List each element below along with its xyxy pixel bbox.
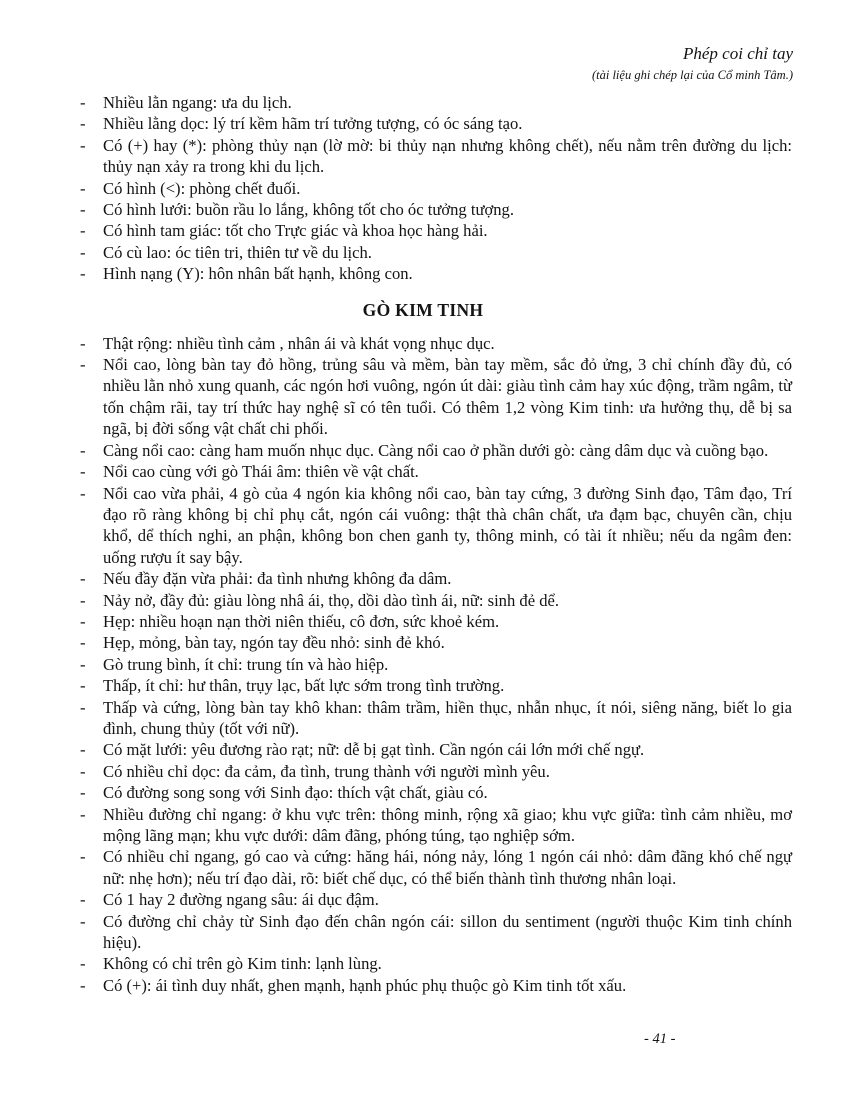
- bullet-dash: -: [80, 633, 86, 653]
- list-item-text: Có (+) hay (*): phòng thủy nạn (lờ mờ: bi thủy nạn nhưng không chết), nếu nằm trên đường du lịch: thủy nạn xảy ra trong khi du lịch.: [103, 135, 792, 177]
- bullet-list-go-kim-tinh: [78, 333, 792, 997]
- list-item-text: Nổi cao, lòng bàn tay đỏ hồng, trủng sâu và mềm, bàn tay mềm, sắc đỏ ửng, 3 chỉ chính đầy đủ, có nhiều lằn nhỏ xung quanh, các ngón hơi vuông, ngón út dài: giàu tình cảm hay xúc động, trầm ngâm, từ tốn chậm rãi, tay trí thức hay nghệ sĩ có tên tuổi. Có thêm 1,2 vòng Kim tinh: ưa hưởng thụ, dễ bị sa ngã, bị đời sống vật chất chi phối.: [103, 355, 792, 439]
- bullet-dash: -: [80, 590, 86, 610]
- document-subtitle: (tài liệu ghi chép lại của Cổ minh Tâm.): [591, 68, 793, 82]
- bullet-dash: -: [80, 200, 86, 220]
- list-item-text: Có nhiều chỉ dọc: đa cảm, đa tình, trung thành với người mình yêu.: [103, 761, 550, 781]
- bullet-dash: -: [80, 93, 86, 112]
- list-item-text: Có nhiều chỉ ngang, gó cao và cứng: hăng hái, nóng nảy, lóng 1 ngón cái nhỏ: dâm đãng khó chế ngự nữ: nhẹ hơn); nếu trí đạo dài, rõ: biết chế dục, có thể biến thành tình thương nhân loại.: [103, 847, 792, 888]
- bullet-dash: -: [80, 483, 86, 503]
- list-item: [78, 846, 792, 889]
- list-item: [78, 975, 792, 996]
- list-item: [78, 92, 792, 113]
- list-item: [78, 804, 792, 847]
- bullet-dash: -: [80, 114, 86, 134]
- list-item-text: Có hình lưới: buồn rầu lo lắng, không tốt cho óc tưởng tượng.: [103, 200, 514, 220]
- bullet-dash: -: [80, 135, 86, 155]
- section-heading-go-kim-tinh: GÒ KIM TINH: [362, 299, 484, 320]
- list-item-text: Thật rộng: nhiều tình cảm , nhân ái và khát vọng nhục dục.: [103, 333, 495, 353]
- list-item-text: Nhiều lằng dọc: lý trí kềm hãm trí tưởng tượng, có óc sáng tạo.: [103, 114, 523, 134]
- bullet-dash: -: [80, 462, 86, 482]
- bullet-list-top: [78, 92, 792, 285]
- list-item: [78, 953, 792, 974]
- bullet-dash: -: [80, 911, 86, 931]
- list-item: [78, 483, 792, 569]
- list-item: [78, 220, 792, 241]
- page-footer: [644, 1031, 675, 1048]
- document-body: [78, 92, 792, 996]
- bullet-dash: -: [80, 440, 86, 460]
- list-item: [78, 242, 792, 263]
- list-item-text: Có đường song song với Sinh đạo: thích vật chất, giàu có.: [103, 783, 488, 803]
- bullet-dash: -: [80, 676, 86, 696]
- list-item-text: Nhiều lằn ngang: ưa du lịch.: [103, 93, 292, 112]
- list-item-text: Không có chỉ trên gò Kim tinh: lạnh lùng.: [103, 954, 382, 974]
- list-item-text: Có mặt lưới: yêu đương rào rạt; nữ: dễ bị gạt tình. Cần ngón cái lớn mới chế ngự.: [103, 740, 645, 760]
- bullet-dash: -: [80, 355, 86, 375]
- list-item-text: Có 1 hay 2 đường ngang sâu: ái dục đậm.: [103, 890, 379, 910]
- bullet-dash: -: [80, 783, 86, 803]
- bullet-dash: -: [80, 804, 86, 824]
- bullet-dash: -: [80, 975, 86, 995]
- list-item-text: Có hình tam giác: tốt cho Trực giác và khoa học hàng hải.: [103, 221, 488, 241]
- bullet-dash: -: [80, 242, 86, 262]
- list-item: [78, 611, 792, 632]
- bullet-dash: -: [80, 697, 86, 717]
- list-item-text: Có (+): ái tình duy nhất, ghen mạnh, hạnh phúc phụ thuộc gò Kim tinh tốt xấu.: [103, 975, 627, 995]
- list-item: [78, 782, 792, 803]
- list-item-text: Nếu đầy đặn vừa phải: đa tình nhưng không đa dâm.: [103, 569, 452, 589]
- bullet-dash: -: [80, 740, 86, 760]
- list-item-text: Có cù lao: óc tiên tri, thiên tư về du lịch.: [103, 242, 372, 262]
- bullet-dash: -: [80, 761, 86, 781]
- list-item-text: Thấp và cứng, lòng bàn tay khô khan: thâm trầm, hiền thục, nhẫn nhục, ít nói, siêng năng, biết lo gia đình, chung thủy (tốt với nữ).: [103, 697, 792, 738]
- page-number: - 41 -: [644, 1031, 676, 1047]
- list-item-text: Có đường chỉ chảy từ Sinh đạo đến chân ngón cái: sillon du sentiment (người thuộc Kim tinh chính hiệu).: [103, 911, 792, 953]
- list-item: [78, 761, 792, 782]
- bullet-dash: -: [80, 890, 86, 910]
- bullet-dash: -: [80, 333, 86, 353]
- list-item-text: Hẹp, mỏng, bàn tay, ngón tay đều nhỏ: sinh đẻ khó.: [103, 633, 445, 653]
- page-header: [592, 44, 793, 83]
- list-item: [78, 135, 792, 178]
- list-item-text: Thấp, ít chỉ: hư thân, trụy lạc, bất lực sớm trong tình trường.: [103, 676, 505, 696]
- list-item-text: Nảy nở, đầy đủ: giàu lòng nhâ ái, thọ, dồi dào tình ái, nữ: sinh đẻ dể.: [103, 590, 560, 610]
- list-item: [78, 911, 792, 954]
- list-item: [78, 675, 792, 696]
- list-item: [78, 739, 792, 760]
- list-item: [78, 354, 792, 440]
- document-title: Phép coi chỉ tay: [683, 44, 793, 63]
- list-item-text: Hình nạng (Y): hôn nhân bất hạnh, không con.: [103, 264, 413, 284]
- list-item-text: Nổi cao cùng với gò Thái âm: thiên về vật chất.: [103, 462, 419, 482]
- list-item: [78, 590, 792, 611]
- bullet-dash: -: [80, 569, 86, 589]
- bullet-dash: -: [80, 954, 86, 974]
- list-item: [78, 568, 792, 589]
- list-item: [78, 889, 792, 910]
- list-item: [78, 263, 792, 284]
- bullet-dash: -: [80, 264, 86, 284]
- list-item-text: Càng nổi cao: càng ham muốn nhục dục. Càng nổi cao ở phần dưới gò: càng dâm dục và cuồng bạo.: [103, 440, 769, 460]
- list-item-text: Nhiều đường chỉ ngang: ở khu vực trên: thông minh, rộng xã giao; khu vực giữa: tình cảm nhiều, mơ mộng lãng mạn; khu vực dưới: dâm đãng, phóng túng, tạo nghiệp sớm.: [103, 804, 792, 845]
- list-item: [78, 654, 792, 675]
- bullet-dash: -: [80, 654, 86, 674]
- list-item: [78, 113, 792, 134]
- list-item: [78, 697, 792, 740]
- list-item: [78, 632, 792, 653]
- bullet-dash: -: [80, 178, 86, 198]
- list-item: [78, 199, 792, 220]
- list-item: [78, 178, 792, 199]
- list-item-text: Gò trung bình, ít chỉ: trung tín và hào hiệp.: [103, 654, 389, 674]
- bullet-dash: -: [80, 847, 86, 867]
- list-item: [78, 333, 792, 354]
- list-item: [78, 461, 792, 482]
- bullet-dash: -: [80, 221, 86, 241]
- list-item: [78, 440, 792, 461]
- bullet-dash: -: [80, 611, 86, 631]
- list-item-text: Hẹp: nhiều hoạn nạn thời niên thiếu, cô đơn, sức khoẻ kém.: [103, 611, 500, 631]
- list-item-text: Nổi cao vừa phải, 4 gò của 4 ngón kia không nổi cao, bàn tay cứng, 3 đường Sinh đạo, Tâm đạo, Trí đạo rõ ràng không bị chỉ phụ cắt, ngón cái vuông: thật thà chân chất, ưa đạm bạc, chuyên cần, chịu khổ, dể thích nghi, an phận, không bon chen ganh ty, thông minh, có tài ít nhiều; nếu da ngâm đen: uống rượu ít say bậy.: [103, 483, 792, 567]
- list-item-text: Có hình (<): phòng chết đuối.: [103, 178, 301, 198]
